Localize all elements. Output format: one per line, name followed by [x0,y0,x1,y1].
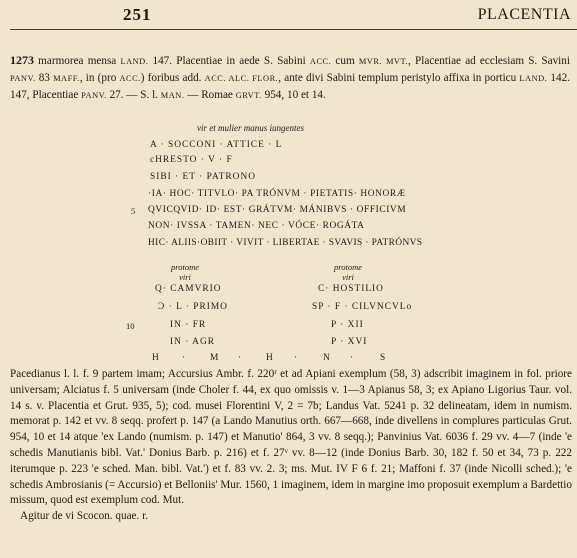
inscription-line-6: NON· IVSSA · TAMEN· NEC · VÓCE· ROGÁTA [148,221,365,231]
running-title: PLACENTIA [477,6,571,23]
left-line-2: Ͻ · L · PRIMO [158,302,228,312]
hmhns-n: N [323,353,331,363]
hmhns-s: S [380,353,387,363]
inscription-line-5: QVICQVID· ID· EST· GRÁTVM· MÁNIBVS · OFFICIVM [148,205,407,215]
siglum: MVR. MVT. [358,57,409,66]
vir-caption: vir et mulier manus iungentes [197,123,304,133]
protome-right-sub: viri [342,272,354,282]
protome-left-sub: viri [179,272,191,282]
protome-left-label: protome [170,262,199,272]
right-line-1: C· HOSTILIO [318,284,384,294]
commentary-paragraph-2: Agitur de vi Scocon. quae. r. [20,510,149,523]
hmhns-h1: H [152,353,160,363]
right-line-4: P · XVI [331,337,368,347]
inscription-line-7: HIC· ALIIS·OBIIT · VIVIT · LIBERTAE · SVAVIS · PATRÓNVS [148,238,423,248]
hmhns-dot2: · [238,353,243,363]
inscription-line-1: A · SOCCONI · ATTICE · L [150,140,283,150]
siglum: MAFF. [53,74,80,84]
intro-text-segment: — Romae [184,89,236,102]
entry-number: 1273 [10,53,34,67]
intro-text-segment: marmorea mensa [34,55,121,67]
intro-text-segment: cum [331,55,359,67]
hmhns-h2: H [266,353,274,363]
page-header [0,4,577,28]
siglum: PANV. [10,74,36,84]
left-line-4: IN · AGR [170,337,215,347]
commentary [10,367,572,525]
intro-text-segment: ) foribus add. [140,72,205,85]
intro-text-segment: 142. 147, Placentiae [10,72,571,102]
entry-source-text [10,55,570,101]
inscription-line-4: ·IA· HOC· TITVLO· PA TRÓNVM · PIETATIS· HONORÆ [148,189,406,199]
right-line-3: P · XII [331,320,364,330]
inscription-line-2: cHRESTO · V · F [150,155,233,165]
left-line-3: IN · FR [170,320,207,330]
intro-text-segment: , ante divi Sabini templum peristylo affixa in porticu [278,72,520,85]
intro-text-segment: 83 [35,72,54,85]
line-number-10: 10 [126,321,135,331]
siglum: GRVT. [235,91,262,101]
hmhns-dot3: · [294,353,299,363]
siglum: LAND. [519,74,548,84]
siglum: ACC. ALC. FLOR. [204,74,279,84]
commentary-paragraph-1: Pacedianus l. l. f. 9 partem imam; Accursius Ambr. f. 220ʳ et ad Apiani exemplum (58, 3) adscribit imaginem in fol. priore universam; Alciatus f. 5 universam (inde Choler f. 44, ex quo omissis v. 1—3 Apianus 58, 3; ex Apiano Ligorius Taur. vol. 14 s. v. Placentia et Grut. 935, 5); cod. musei Florentini V, 2 = 7b; Landus Vat. 5241 p. 32 delineatam, idem in numism. memorat p. 142 et vv. 8 seqq. profert p. 147 (a Lando Manutius orth. 667—668, inde divellens in complures particulas Grut. 954, 10 et 14 atque 'ex Lando (numism. p. 147) et Manutio' 864, 3 vv. 8 seqq.); Panvinius Vat. 6036 f. 29 vv. 4—7 (inde 'e schedis Manutianis bibl. Vat.' Donius Barb. p. 216) et f. 27ᵛ vv. 8—12 (inde Donius Barb. 30, 182 f. 50 et 34, 73 p. 222 iterumque p. 223 'e sched. Man. bibl. Vat.') et f. 83 vv. 2. 3; ms. Mut. IV F 6 f. 21; Maffoni f. 37 (inde Nicolli sched.); 'e schedis Ambrosianis (= Accursio) et Belloniis' Mur. 1560, 1 imaginem, idem in margine imo proposuit exemplum a Bardettio missum, quod est exemplum cod. Mut. [10,368,572,507]
hmhns-m: M [210,353,220,363]
entry-intro [10,52,570,105]
left-line-1: Q· CAMVRIO [155,284,222,294]
siglum: LAND. [120,57,149,66]
intro-text-segment: 147. Placentiae in aede S. Sabini [148,55,310,67]
siglum: MAN. [160,91,185,101]
protome-right-label: protome [333,262,362,272]
intro-text-segment: , in (pro [79,72,120,85]
header-rule [10,29,577,30]
intro-text-segment: 954, 10 et 14. [261,89,326,102]
page-number: 251 [123,5,152,24]
inscription-line-3: SIBI · ET · PATRONO [150,172,256,182]
line-number-5: 5 [131,206,136,216]
hmhns-dot4: · [350,353,355,363]
siglum: ACC. [119,74,141,84]
intro-text-segment: , Placentiae ad ecclesiam S. Savini [408,55,570,67]
siglum: PANV. [81,91,107,101]
intro-text-segment: 27. — S. l. [106,89,161,102]
right-line-2: SP · F · CILVNCVLo [312,302,413,312]
hmhns-dot1: · [182,353,187,363]
siglum: ACC. [309,57,332,66]
